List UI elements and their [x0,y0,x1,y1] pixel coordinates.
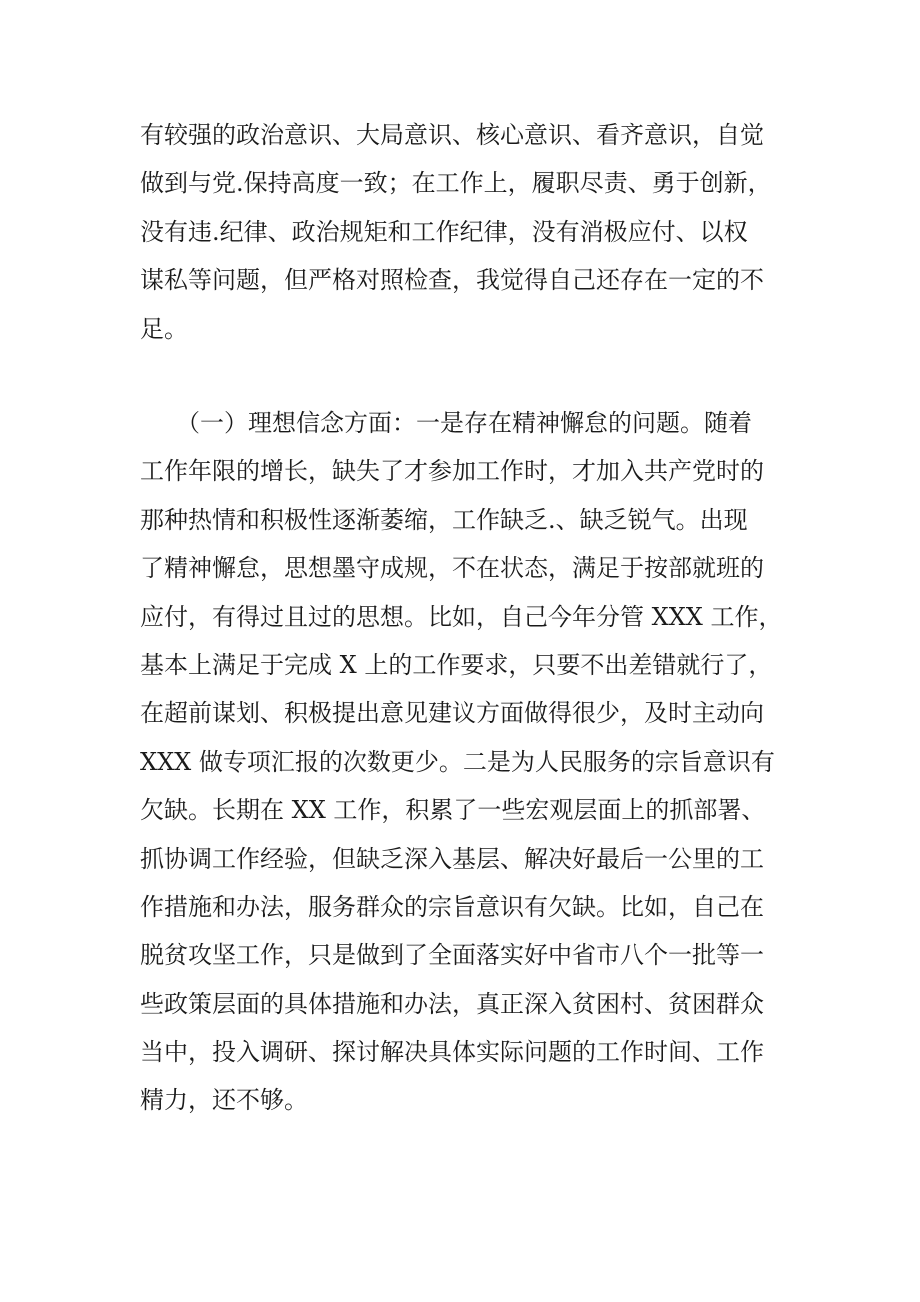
text-line: 谋私等问题，但严格对照检查，我觉得自己还存在一定的不 [140,266,764,295]
text-line: XXX 做专项汇报的次数更少。二是为人民服务的宗旨意识有 [140,747,775,776]
text-line: 做到与党.保持高度一致；在工作上，履职尽责、勇于创新， [140,169,772,198]
text-line: 有较强的政治意识、大局意识、核心意识、看齐意识，自觉 [140,121,764,149]
text-line: 没有违.纪律、政治规矩和工作纪律，没有消极应付、以权 [140,217,748,246]
text-line: 应付，有得过且过的思想。比如，自己今年分管 XXX 工作， [140,602,783,631]
text-line: （一）理想信念方面：一是存在精神懈怠的问题。随着 [140,409,752,437]
text-line: 欠缺。长期在 XX 工作，积累了一些宏观层面上的抓部署、 [140,796,766,825]
text-line: 足。 [140,314,188,343]
text-line: 作措施和办法，服务群众的宗旨意识有欠缺。比如，自己在 [140,892,764,921]
text-line: 那种热情和积极性逐渐萎缩，工作缺乏.、缺乏锐气。出现 [140,505,748,534]
text-line: 工作年限的增长，缺失了才参加工作时，才加入共产党时的 [140,457,764,486]
text-line: 抓协调工作经验，但缺乏深入基层、解决好最后一公里的工 [140,844,764,873]
text-line: 在超前谋划、积极提出意见建议方面做得很少，及时主动向 [140,699,764,728]
text-line: 基本上满足于完成 X 上的工作要求，只要不出差错就行了， [140,650,773,679]
text-line: 了精神懈怠，思想墨守成规，不在状态，满足于按部就班的 [140,554,764,583]
text-line: 些政策层面的具体措施和办法，真正深入贫困村、贫困群众 [140,989,764,1018]
paragraph-ideals-beliefs [140,399,783,1125]
text-line: 当中，投入调研、探讨解决具体实际问题的工作时间、工作 [140,1038,764,1067]
text-line: 脱贫攻坚工作，只是做到了全面落实好中省市八个一批等一 [140,941,764,970]
paragraph-intro [140,111,780,353]
text-line: 精力，还不够。 [140,1086,308,1115]
